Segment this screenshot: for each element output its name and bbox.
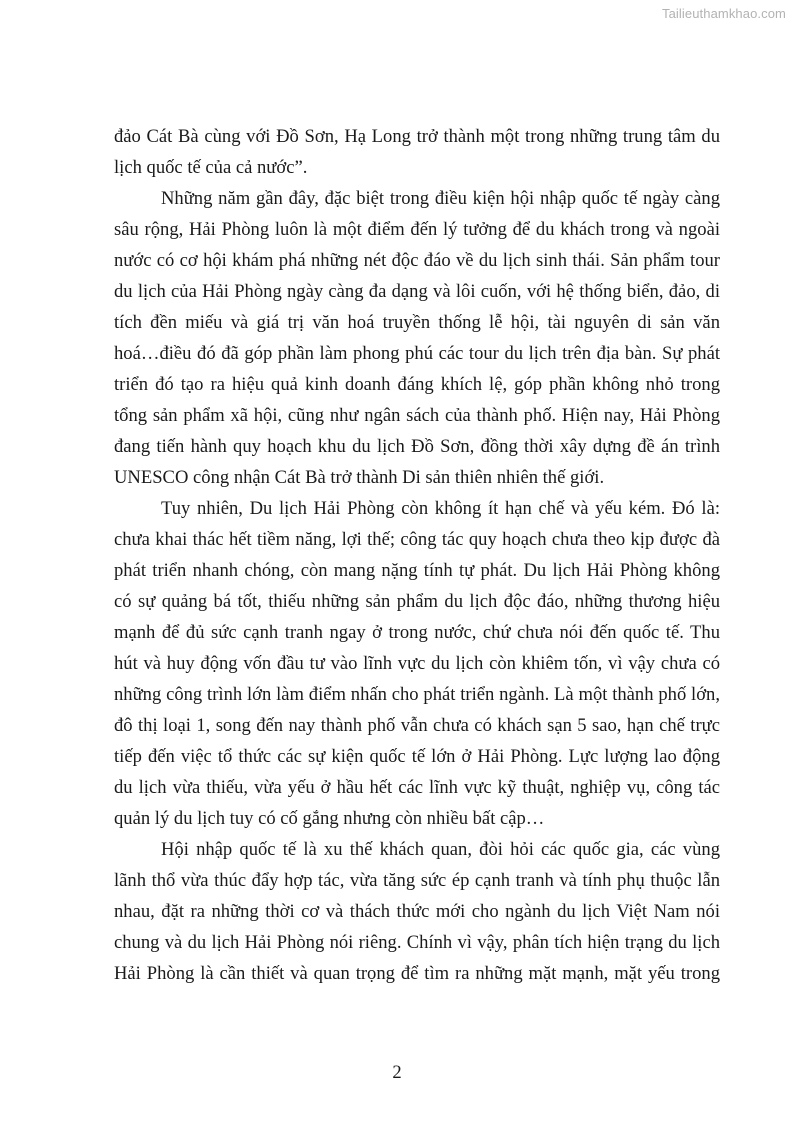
text-line: Hải Phòng là cần thiết và quan trọng để tìm ra những mặt mạnh, mặt yếu trong <box>114 963 720 984</box>
text-line: UNESCO công nhận Cát Bà trở thành Di sản thiên nhiên thế giới. <box>114 467 605 488</box>
paragraph <box>114 183 720 493</box>
text-line: chưa khai thác hết tiềm năng, lợi thế; công tác quy hoạch chưa theo kịp được đà <box>114 529 720 550</box>
text-line: triển đó tạo ra hiệu quả kinh doanh đáng khích lệ, góp phần không nhỏ trong <box>114 374 720 395</box>
document-body <box>114 121 720 989</box>
text-line: đang tiến hành quy hoạch khu du lịch Đồ Sơn, đồng thời xây dựng đề án trình <box>114 436 720 457</box>
paragraph <box>114 121 720 183</box>
text-line: lãnh thổ vừa thúc đẩy hợp tác, vừa tăng sức ép cạnh tranh và tính phụ thuộc lẫn <box>114 870 720 891</box>
text-line: quản lý du lịch tuy có cố gắng nhưng còn nhiều bất cập… <box>114 808 545 829</box>
text-line: phát triển nhanh chóng, còn mang nặng tính tự phát. Du lịch Hải Phòng không <box>114 560 720 581</box>
text-line: đô thị loại 1, song đến nay thành phố vẫn chưa có khách sạn 5 sao, hạn chế trực <box>114 715 720 736</box>
text-line: Hội nhập quốc tế là xu thế khách quan, đòi hỏi các quốc gia, các vùng <box>161 839 720 860</box>
text-line: Những năm gần đây, đặc biệt trong điều kiện hội nhập quốc tế ngày càng <box>161 188 720 209</box>
text-line: tiếp đến việc tổ thức các sự kiện quốc tế lớn ở Hải Phòng. Lực lượng lao động <box>114 746 720 767</box>
text-line: có sự quảng bá tốt, thiếu những sản phẩm du lịch độc đáo, những thương hiệu <box>114 591 720 612</box>
text-line: Tuy nhiên, Du lịch Hải Phòng còn không ít hạn chế và yếu kém. Đó là: <box>161 498 720 519</box>
text-line: nhau, đặt ra những thời cơ và thách thức mới cho ngành du lịch Việt Nam nói <box>114 901 720 922</box>
text-line: nước có cơ hội khám phá những nét độc đáo về du lịch sinh thái. Sản phẩm tour <box>114 250 720 271</box>
text-line: tích đền miếu và giá trị văn hoá truyền thống lễ hội, tài nguyên di sản văn <box>114 312 720 333</box>
paragraph <box>114 493 720 834</box>
page-number: 2 <box>392 1062 402 1083</box>
text-line: tổng sản phẩm xã hội, cũng như ngân sách của thành phố. Hiện nay, Hải Phòng <box>114 405 720 426</box>
text-line: những công trình lớn làm điểm nhấn cho phát triển ngành. Là một thành phố lớn, <box>114 684 720 705</box>
text-line: hút và huy động vốn đầu tư vào lĩnh vực du lịch còn khiêm tốn, vì vậy chưa có <box>114 653 720 674</box>
text-line: chung và du lịch Hải Phòng nói riêng. Chính vì vậy, phân tích hiện trạng du lịch <box>114 932 720 953</box>
text-line: lịch quốc tế của cả nước”. <box>114 157 308 178</box>
text-line: sâu rộng, Hải Phòng luôn là một điểm đến lý tưởng để du khách trong và ngoài <box>114 219 720 240</box>
text-line: hoá…điều đó đã góp phần làm phong phú các tour du lịch trên địa bàn. Sự phát <box>114 343 720 364</box>
paragraph <box>114 834 720 989</box>
watermark: Tailieuthamkhao.com <box>661 6 786 21</box>
text-line: du lịch vừa thiếu, vừa yếu ở hầu hết các lĩnh vực kỹ thuật, nghiệp vụ, công tác <box>114 777 720 798</box>
text-line: đảo Cát Bà cùng với Đồ Sơn, Hạ Long trở thành một trong những trung tâm du <box>114 126 720 147</box>
text-line: mạnh để đủ sức cạnh tranh ngay ở trong nước, chứ chưa nói đến quốc tế. Thu <box>114 622 720 643</box>
text-line: du lịch của Hải Phòng ngày càng đa dạng và lôi cuốn, với hệ thống biển, đảo, di <box>114 281 720 302</box>
